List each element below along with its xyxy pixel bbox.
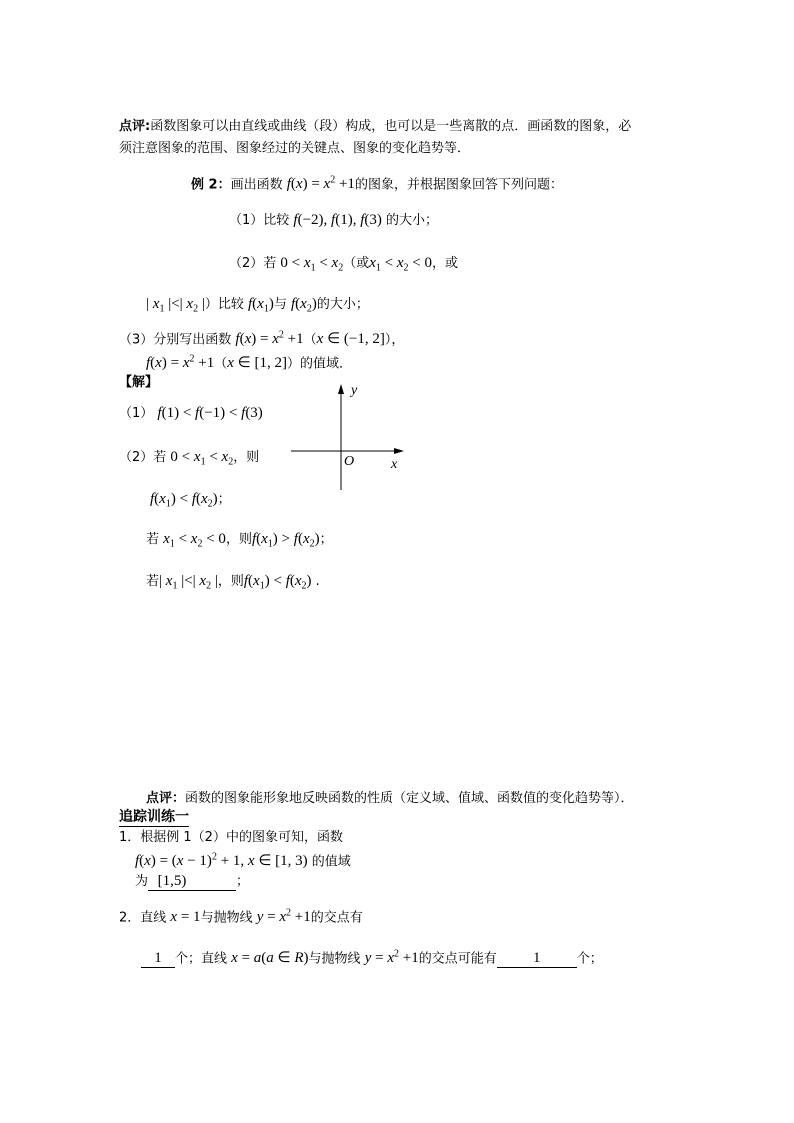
example-2-label: 例 2：: [191, 177, 231, 193]
q2b-fx2: $f(x_2)$: [291, 296, 317, 315]
practice-2-line-1: [119, 905, 363, 927]
s2d-end: .: [311, 574, 320, 589]
example-2-post: 的图象，并根据图象回答下列问题：: [354, 177, 563, 193]
example-2-heading: [191, 172, 563, 194]
s2-formula: $0 < x_1 < x_2$: [170, 449, 234, 468]
q2-mid: （或: [343, 256, 370, 271]
p2-answer-2-blank: [497, 949, 577, 968]
practice-title: [119, 808, 189, 827]
comment-1-line-2: [119, 140, 470, 158]
p2-line2-c: 的交点可能有: [418, 951, 497, 967]
p1-answer: [1,5): [157, 873, 187, 889]
q1-pre: （1）比较: [229, 213, 290, 228]
p2-answer-2: 1: [533, 950, 541, 967]
s2b-end: ；: [217, 492, 231, 507]
y-axis-arrow: [338, 384, 344, 394]
p2-line2-formula: x = a(a ∈ R): [231, 950, 309, 967]
practice-title-text: 追踪训练一: [119, 809, 189, 825]
solution-1: [119, 404, 263, 423]
q2-formula-2: $x_1 < x_2 < 0$: [369, 255, 432, 274]
p2-answer-1: 1: [154, 950, 162, 967]
question-2: [229, 254, 458, 278]
s2d-pre: 若: [146, 574, 160, 589]
q1-post: 的大小；: [386, 213, 439, 228]
s2d-mid: ，则: [217, 574, 244, 589]
q2b-end: 的大小；: [316, 297, 369, 312]
function-formula: $f(x) = x^2 +1$: [286, 175, 355, 193]
x-axis-arrow: [394, 448, 404, 454]
question-3-cont: [146, 351, 352, 373]
q3-open-2: （: [214, 356, 228, 372]
q2-formula-1: $0 < x_1 < x_2$: [280, 255, 344, 274]
p2-line2-parabola: $y = x^2 +1$: [364, 949, 419, 967]
p1-answer-blank: [148, 872, 236, 891]
p2-end: 的交点有: [310, 910, 363, 926]
q3-formula-2: $f(x) = x^2 +1$: [146, 354, 215, 372]
question-2-cont: [146, 295, 369, 319]
q2b-fx1: $f(x_1)$: [248, 296, 274, 315]
solution-2d: [146, 572, 320, 596]
q2b-and: 与: [273, 297, 287, 312]
s2d-cond: | $x_1$ |<| $x_2$ |: [159, 573, 218, 592]
practice-2-line-2: [141, 946, 603, 968]
s2d-result: $f(x_1) < f(x_2)$: [243, 573, 312, 592]
p1-text: 1．根据例 1（2）中的图象可知，函数: [119, 830, 343, 845]
origin-label: O: [344, 454, 355, 469]
q3-domain-2: x ∈ [1, 2]: [227, 355, 287, 372]
solution-label: 【解】: [119, 375, 159, 390]
question-1: [229, 211, 438, 230]
comment-2-text: 函数的图象能形象地反映函数的性质（定义域、值域、函数值的变化趋势等）．: [185, 791, 634, 806]
y-axis-label: y: [351, 383, 358, 398]
comment-1-text-1: 函数图象可以由直线或曲线（段）构成，也可以是一些离散的点．画函数的图象，必: [150, 119, 632, 134]
q3-open-1: （: [303, 332, 317, 348]
s1-pre: （1）: [119, 406, 154, 421]
comment-1-line-1: [119, 118, 631, 136]
p1-formula: $f(x) = (x - 1)^2 + 1$, x ∈ [1, 3): [135, 852, 308, 870]
p2-parabola-formula: $y = x^2 +1$: [256, 908, 311, 926]
s2c-result: $f(x_1) > f(x_2)$: [251, 531, 320, 550]
q1-formula: f(−2), f(1), f(3): [293, 212, 382, 228]
s2c-pre: 若: [146, 532, 160, 547]
comment-2: [146, 790, 634, 808]
s2c-end: ；: [319, 532, 333, 547]
x-axis-label: x: [391, 457, 398, 472]
practice-1-line-1: [119, 829, 343, 847]
practice-1-line-3: [135, 872, 249, 891]
q2b-mid: ）比较: [204, 297, 244, 312]
s2-post: ，则: [233, 450, 260, 465]
q3-domain-1: x ∈ (−1, 2]: [316, 331, 385, 348]
q2b-formula: | $x_1$ |<| $x_2$ |: [146, 296, 205, 315]
q3-close-2: ）的值域．: [286, 356, 352, 372]
p2-line2-b: 与抛物线: [308, 951, 361, 967]
p2-line-formula: x = 1: [170, 909, 201, 926]
q2-end: ，或: [432, 256, 459, 271]
solution-2c: [146, 530, 333, 554]
comment-1-label: 点评:: [119, 119, 151, 134]
q2-pre: （2）若: [229, 256, 277, 271]
solution-2: [119, 448, 259, 472]
example-2-pre: 画出函数: [230, 177, 283, 193]
s2b-formula: $f(x_1) < f(x_2)$: [150, 491, 218, 510]
p2-pre: 2．直线: [119, 910, 167, 926]
comment-1-text-2: 须注意图象的范围、图象经过的关键点、图象的变化趋势等．: [119, 141, 471, 156]
s2c-mid: ，则: [225, 532, 252, 547]
comment-2-label: 点评：: [146, 791, 186, 806]
p1-range-post: 的值域: [311, 854, 351, 870]
p2-line2-a: 个；直线: [175, 951, 228, 967]
question-3: [119, 327, 404, 349]
q3-formula-1: $f(x) = x^2 +1$: [235, 330, 304, 348]
q3-pre: （3）分别写出函数: [119, 332, 232, 348]
p2-mid: 与抛物线: [200, 910, 253, 926]
q3-close-1: ），: [384, 332, 405, 348]
solution-2b: [150, 490, 231, 514]
p1-end: ；: [236, 874, 250, 889]
p2-line2-end: 个；: [576, 951, 603, 967]
coordinate-axes: [288, 382, 408, 494]
p2-answer-1-blank: [141, 949, 175, 968]
p1-wei: 为: [135, 874, 149, 889]
s2c-cond: $x_1 < x_2 < 0$: [163, 531, 226, 550]
practice-1-line-2: [135, 849, 351, 871]
s2-pre: （2）若: [119, 450, 167, 465]
s1-formula: f(1) < f(−1) < f(3): [157, 405, 263, 421]
